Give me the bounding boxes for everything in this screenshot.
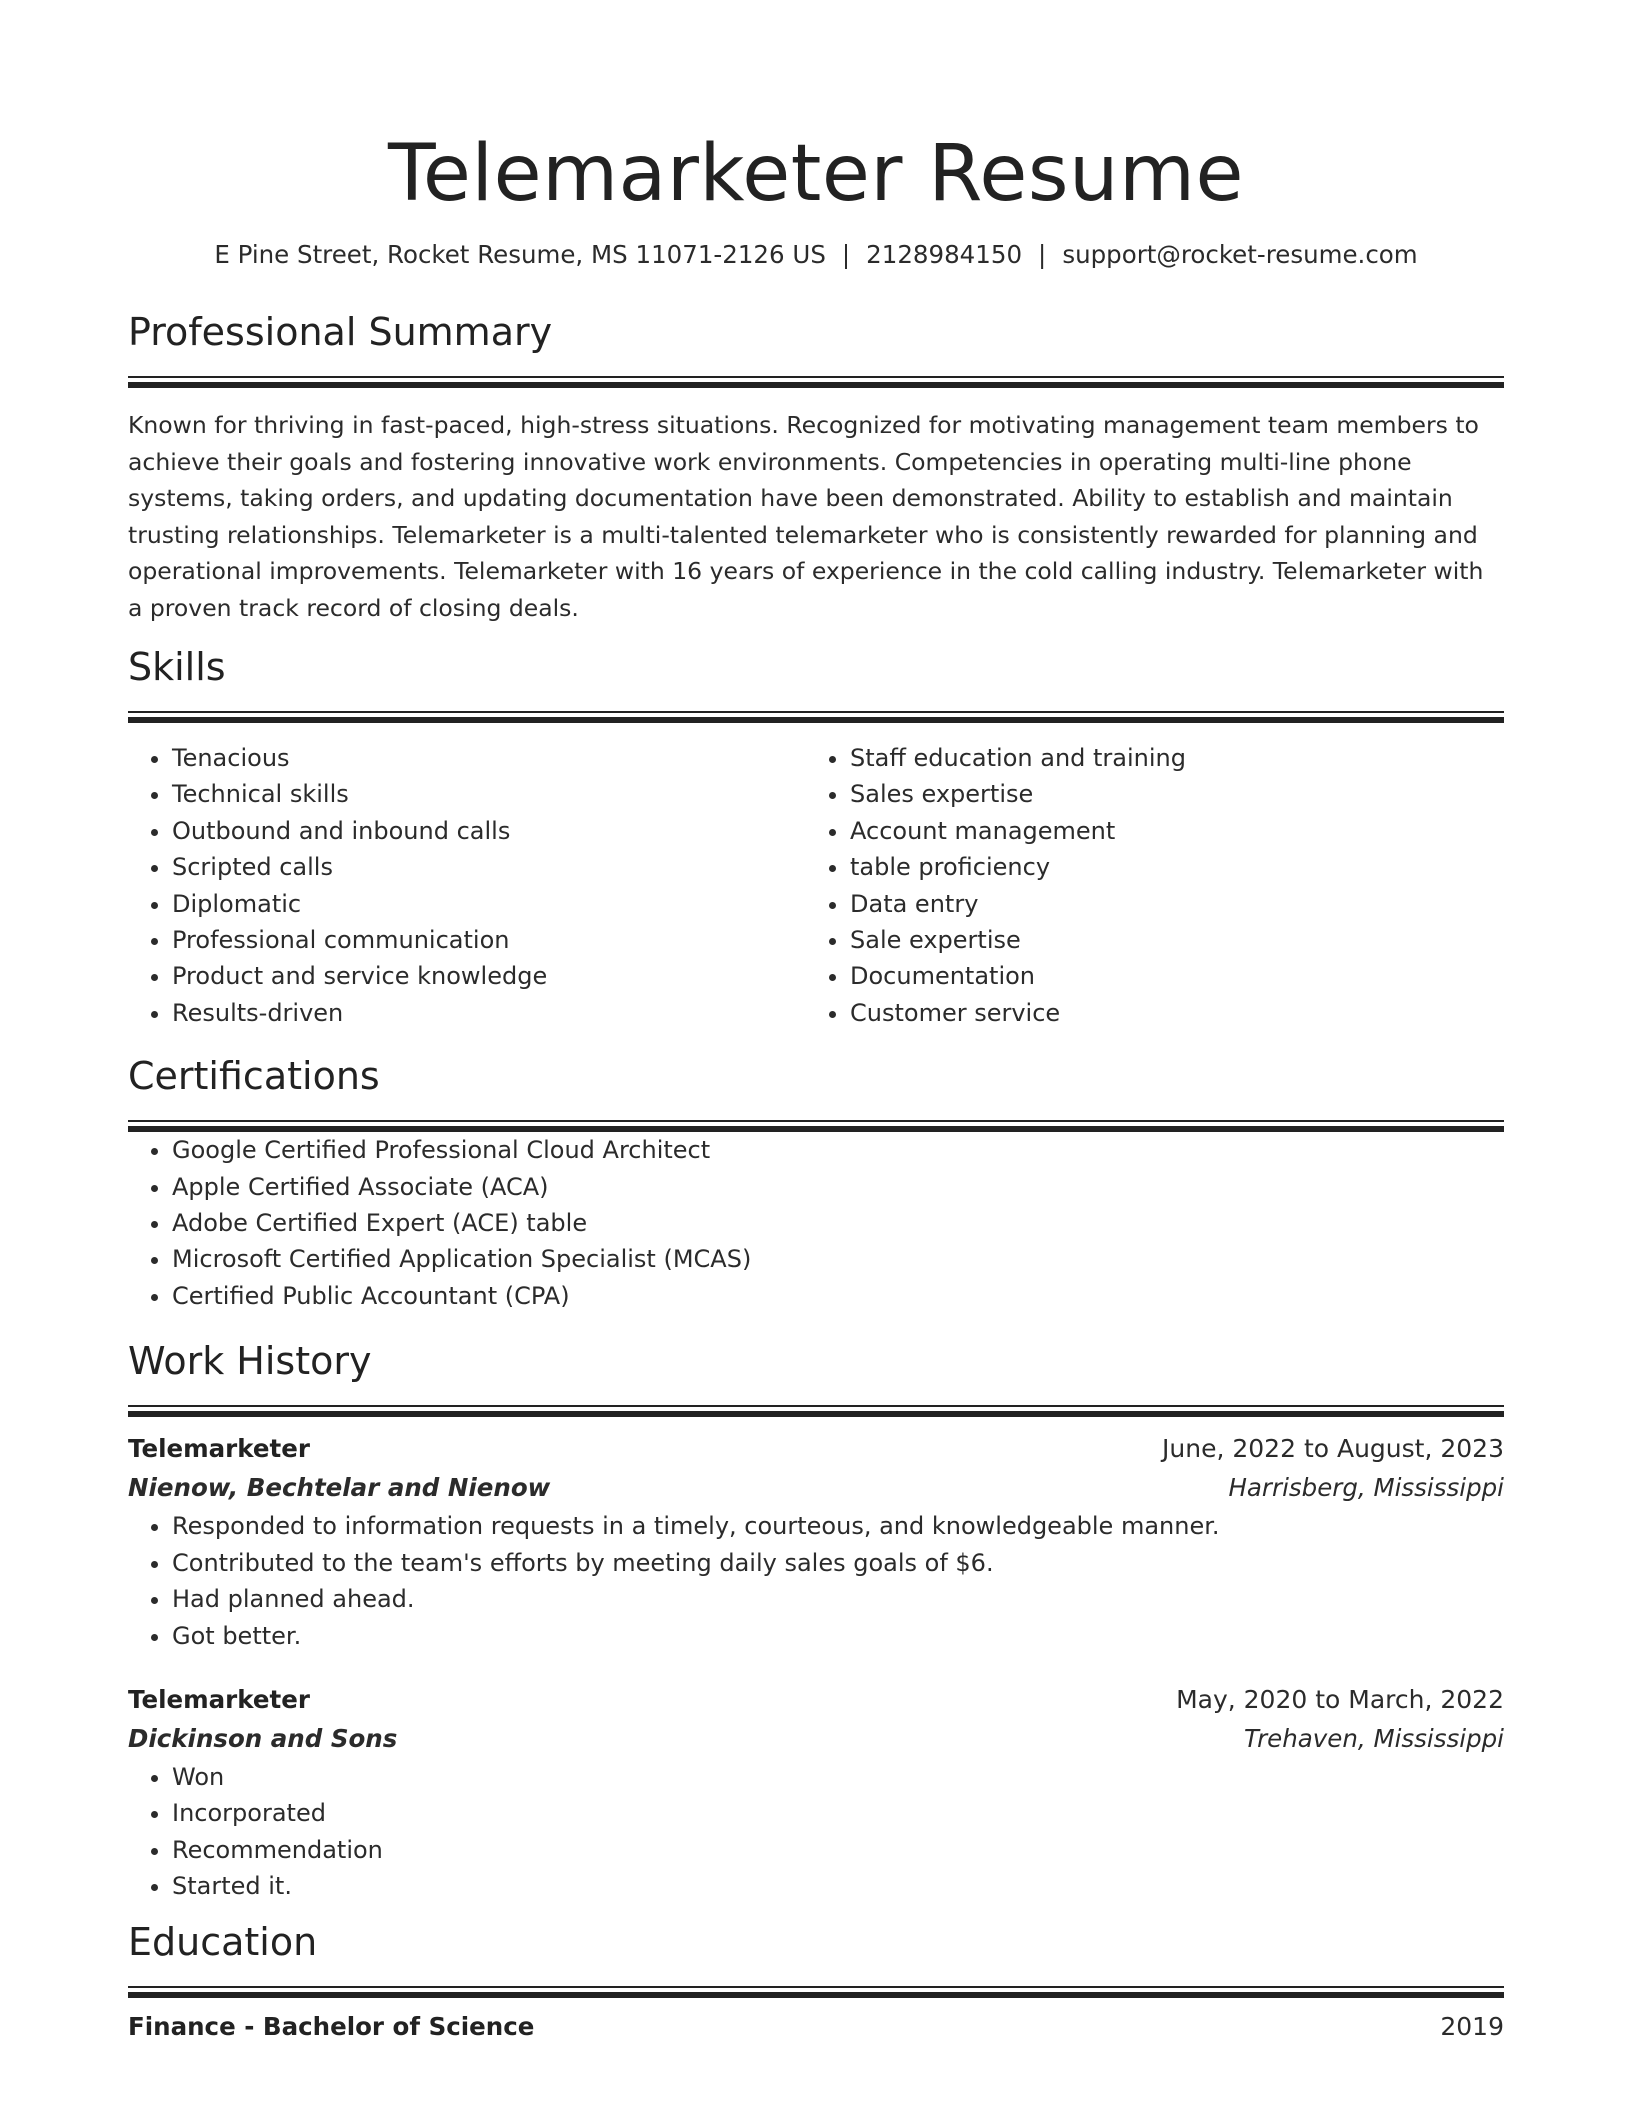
skill-item: • Diplomatic	[172, 886, 806, 922]
job-dates: May, 2020 to March, 2022	[1176, 1684, 1504, 1714]
skills-section	[128, 642, 1504, 1031]
job-dates: June, 2022 to August, 2023	[1162, 1434, 1504, 1464]
education-section	[128, 1917, 1504, 2046]
education-heading: Education	[128, 1919, 318, 1964]
job-entry	[128, 1681, 1504, 1905]
certification-item: • Google Certified Professional Cloud Architect	[172, 1132, 1504, 1168]
skill-item: • Documentation	[850, 958, 1484, 994]
job-duty: • Had planned ahead.	[172, 1581, 1504, 1617]
resume-title: Telemarketer Resume	[388, 129, 1244, 219]
summary-text: Known for thriving in fast-paced, high-stress situations. Recognized for motivating management team members to achieve their goals and fostering innovative work environments. Competencies in operating multi-line phone systems, taking orders, and updating documentation have been demonstrated. Ability to establish and maintain trusting relationships. Telemarketer is a multi-talented telemarketer who is consistently rewarded for planning and operational improvements. Telemarketer with 16 years of experience in the cold calling industry. Telemarketer with a proven track record of closing deals.	[128, 411, 1484, 622]
section-divider	[128, 711, 1504, 723]
contact-phone: 2128984150	[866, 240, 1023, 269]
job-duty: • Won	[172, 1759, 1504, 1795]
section-divider	[128, 1120, 1504, 1132]
resume-page	[128, 0, 1504, 2046]
job-duties-list	[128, 1759, 1504, 1905]
section-divider	[128, 376, 1504, 388]
job-entry	[128, 1430, 1504, 1654]
summary-heading: Professional Summary	[128, 310, 553, 354]
contact-email: support@rocket-resume.com	[1062, 240, 1418, 269]
job-duty: • Started it.	[172, 1868, 1504, 1904]
skill-item: • Account management	[850, 813, 1484, 849]
work-history-section	[128, 1336, 1504, 1904]
job-duty: • Got better.	[172, 1618, 1504, 1654]
certifications-section	[128, 1051, 1504, 1314]
certification-item: • Microsoft Certified Application Specialist (MCAS)	[172, 1241, 1504, 1277]
skills-heading: Skills	[128, 645, 226, 689]
skill-item: • Sales expertise	[850, 776, 1484, 812]
skill-item: • table proficiency	[850, 849, 1484, 885]
job-duty: • Recommendation	[172, 1832, 1504, 1868]
certification-item: • Adobe Certified Expert (ACE) table	[172, 1205, 1504, 1241]
skill-item: • Scripted calls	[172, 849, 806, 885]
skill-item: • Professional communication	[172, 922, 806, 958]
skill-item: • Customer service	[850, 995, 1484, 1031]
skill-item: • Product and service knowledge	[172, 958, 806, 994]
skills-list-left	[128, 740, 806, 1031]
contact-line	[128, 238, 1504, 272]
job-title: Telemarketer	[128, 1684, 310, 1714]
skills-columns	[128, 740, 1504, 1031]
job-company: Nienow, Bechtelar and Nienow	[128, 1473, 551, 1503]
skill-item: • Sale expertise	[850, 922, 1484, 958]
certifications-heading: Certifications	[128, 1054, 380, 1099]
job-duties-list	[128, 1508, 1504, 1654]
job-company: Dickinson and Sons	[128, 1723, 398, 1753]
education-year: 2019	[1440, 2011, 1504, 2041]
job-duty: • Incorporated	[172, 1795, 1504, 1831]
skill-item: • Technical skills	[172, 776, 806, 812]
skill-item: • Staff education and training	[850, 740, 1484, 776]
skills-list-right	[806, 740, 1484, 1031]
skill-item: • Tenacious	[172, 740, 806, 776]
job-location: Harrisberg, Mississippi	[1228, 1473, 1504, 1503]
job-location: Trehaven, Mississippi	[1244, 1723, 1504, 1753]
job-title: Telemarketer	[128, 1434, 310, 1464]
section-divider	[128, 1405, 1504, 1417]
job-duty: • Contributed to the team's efforts by meeting daily sales goals of $6.	[172, 1545, 1504, 1581]
skill-item: • Data entry	[850, 886, 1484, 922]
contact-address: E Pine Street, Rocket Resume, MS 11071-2126 US	[214, 240, 826, 269]
summary-section	[128, 307, 1504, 626]
section-divider	[128, 1986, 1504, 1998]
work-history-heading: Work History	[128, 1339, 372, 1384]
contact-separator: |	[841, 240, 851, 269]
certifications-list	[128, 1132, 1504, 1314]
education-degree: Finance - Bachelor of Science	[128, 2011, 535, 2041]
job-duty: • Responded to information requests in a timely, courteous, and knowledgeable manner.	[172, 1508, 1504, 1544]
certification-item: • Apple Certified Associate (ACA)	[172, 1169, 1504, 1205]
contact-separator: |	[1038, 240, 1047, 269]
certification-item: • Certified Public Accountant (CPA)	[172, 1278, 1504, 1314]
skill-item: • Results-driven	[172, 995, 806, 1031]
skill-item: • Outbound and inbound calls	[172, 813, 806, 849]
